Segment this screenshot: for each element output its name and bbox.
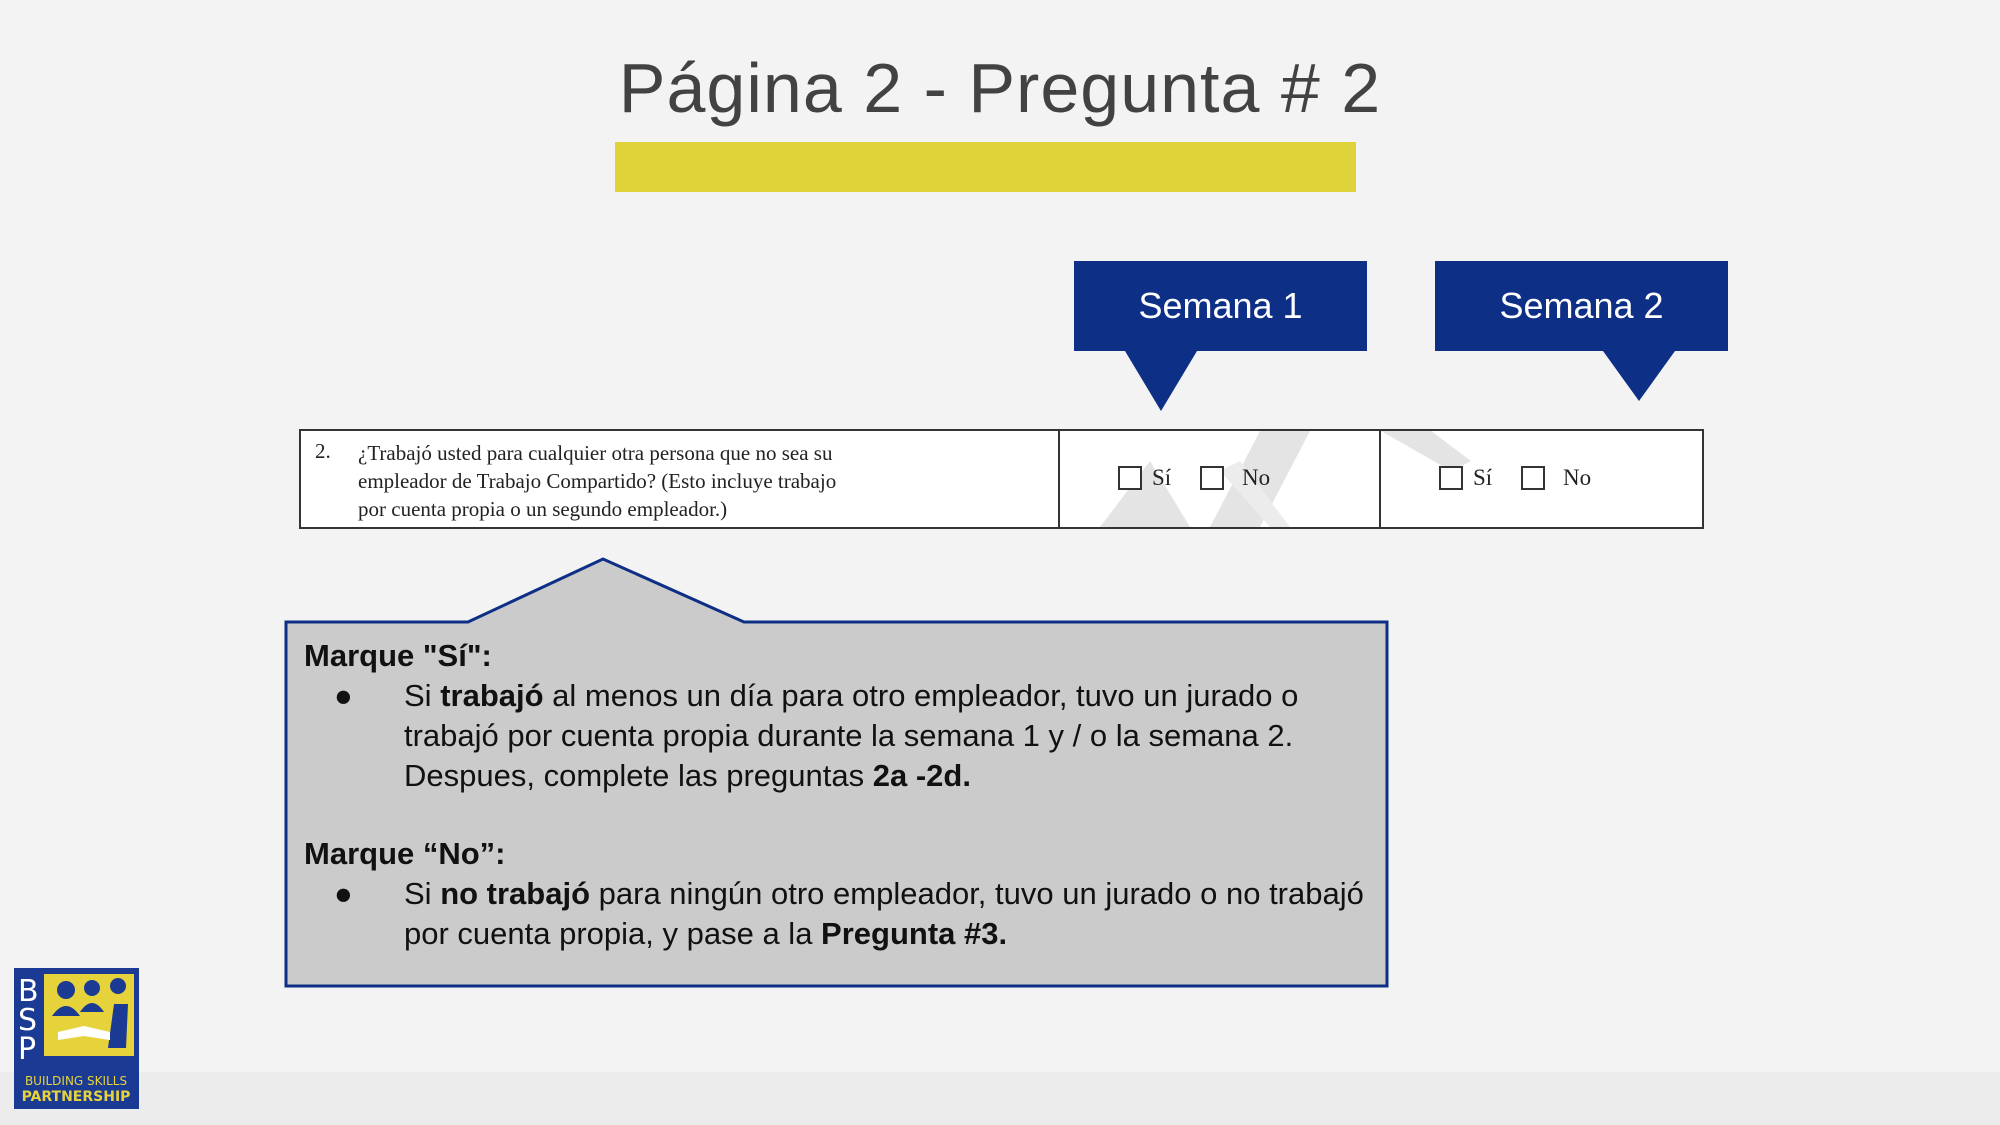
form-question-row bbox=[299, 429, 1704, 529]
callout-week-2-label: Semana 2 bbox=[1435, 261, 1728, 351]
instructions-content bbox=[304, 636, 1364, 954]
week-2-yes-option[interactable] bbox=[1439, 465, 1492, 491]
bullet-marker: ● bbox=[334, 678, 353, 713]
question-line: ¿Trabajó usted para cualquier otra persona que no sea su bbox=[358, 441, 833, 465]
week-2-no-option[interactable] bbox=[1521, 465, 1591, 491]
week-1-no-checkbox[interactable] bbox=[1200, 466, 1224, 490]
question-text bbox=[358, 439, 1038, 523]
no-text-part: para ningún otro empleador, tuvo un jurado o no trabajó por cuenta propia, y pase a la bbox=[404, 876, 1364, 951]
question-number: 2. bbox=[315, 439, 331, 463]
callout-week-2-pointer bbox=[1603, 351, 1675, 401]
week-2-no-label: No bbox=[1563, 465, 1592, 490]
no-text-bold: no trabajó bbox=[440, 876, 591, 911]
instructions-callout bbox=[284, 556, 1390, 988]
week-2-yes-label: Sí bbox=[1473, 465, 1493, 490]
question-cell bbox=[301, 431, 1058, 527]
callout-week-1-pointer bbox=[1125, 351, 1197, 411]
week-1-yes-label: Sí bbox=[1152, 465, 1172, 490]
logo-text-line1: BUILDING SKILLS bbox=[24, 1074, 128, 1088]
logo-letter: S bbox=[18, 1003, 38, 1038]
bullet-marker: ● bbox=[334, 876, 353, 911]
no-instruction bbox=[304, 874, 1364, 954]
yes-heading: Marque "Sí": bbox=[304, 638, 492, 673]
week-2-answer-cell bbox=[1381, 431, 1702, 527]
callout-week-1-label: Semana 1 bbox=[1074, 261, 1367, 351]
spacer bbox=[304, 796, 1364, 834]
week-1-answer-cell bbox=[1060, 431, 1379, 527]
week-1-yes-checkbox[interactable] bbox=[1118, 466, 1142, 490]
week-1-yes-option[interactable] bbox=[1118, 465, 1171, 491]
callout-week-2 bbox=[1435, 261, 1728, 351]
title-underline-bar bbox=[615, 142, 1356, 192]
yes-text-bold: trabajó bbox=[440, 678, 544, 713]
yes-instruction bbox=[304, 676, 1364, 796]
callout-week-1 bbox=[1074, 261, 1367, 351]
yes-text-part: Si bbox=[404, 678, 441, 713]
week-1-no-label: No bbox=[1242, 465, 1271, 490]
no-text-part: Si bbox=[404, 876, 441, 911]
week-1-no-option[interactable] bbox=[1200, 465, 1270, 491]
question-line: por cuenta propia o un segundo empleador.) bbox=[358, 497, 728, 521]
no-text-bold: Pregunta #3. bbox=[821, 916, 1008, 951]
slide-title: Página 2 - Pregunta # 2 bbox=[618, 49, 1382, 127]
question-line: empleador de Trabajo Compartido? (Esto incluye trabajo bbox=[358, 469, 837, 493]
logo-text-line2: PARTNERSHIP bbox=[21, 1089, 131, 1105]
slide-footer-band bbox=[0, 1072, 2000, 1125]
yes-text-part: al menos un día para otro empleador, tuvo un jurado o trabajó por cuenta propia durante la semana 1 y / o la semana 2. Despues, complete las preguntas bbox=[404, 678, 1299, 793]
logo-letter: P bbox=[18, 1032, 37, 1067]
no-heading: Marque “No”: bbox=[304, 836, 506, 871]
week-2-yes-checkbox[interactable] bbox=[1439, 466, 1463, 490]
yes-text-bold: 2a -2d. bbox=[872, 758, 971, 793]
bsp-logo bbox=[14, 968, 139, 1109]
logo-letter: B bbox=[18, 974, 39, 1009]
week-2-no-checkbox[interactable] bbox=[1521, 466, 1545, 490]
